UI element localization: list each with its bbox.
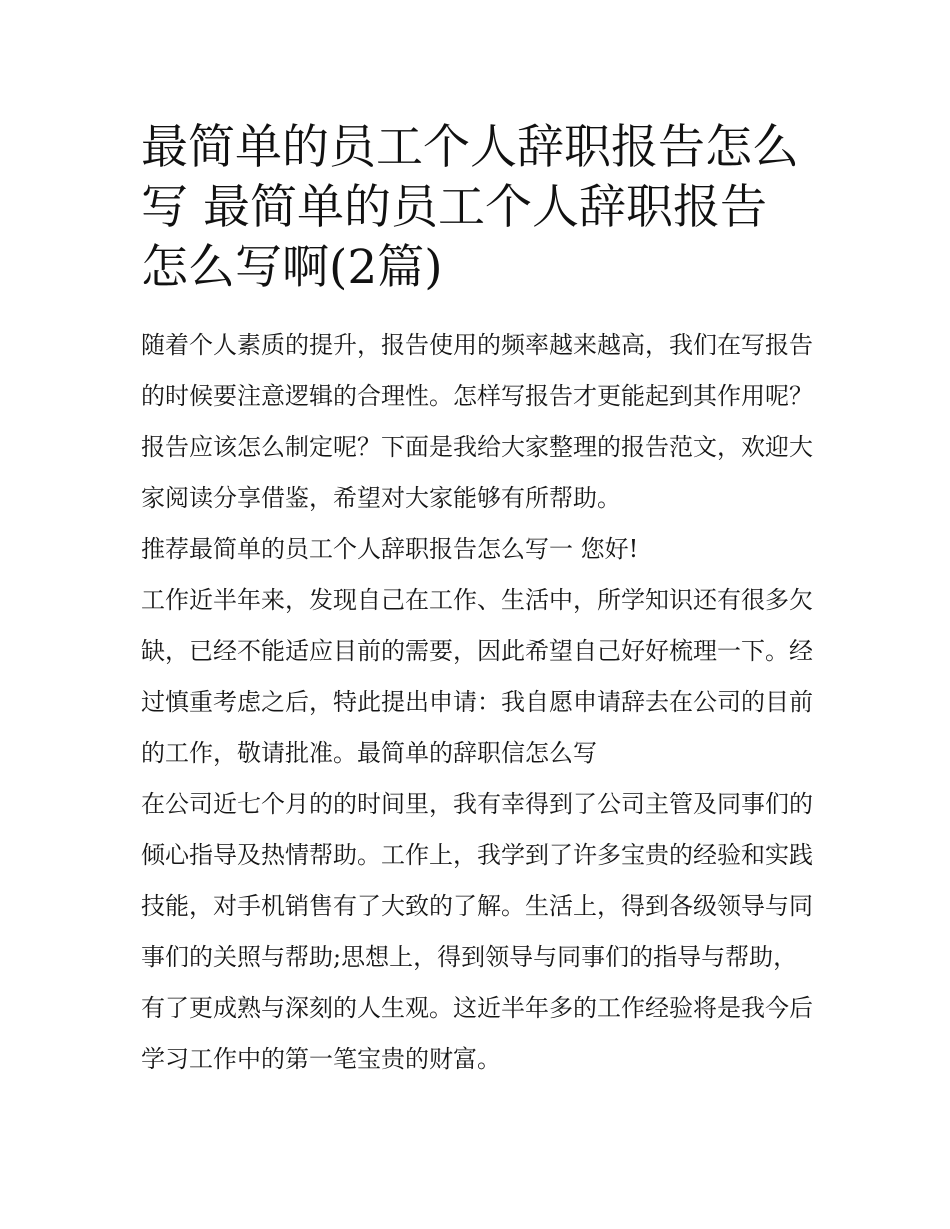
- paragraph-intro: 随着个人素质的提升，报告使用的频率越来越高，我们在写报告的时候要注意逻辑的合理性。怎样写报告才更能起到其作用呢？报告应该怎么制定呢？下面是我给大家整理的报告范文，欢迎大家阅读分享借鉴，希望对大家能够有所帮助。: [141, 331, 813, 512]
- paragraph-greeting: 推荐最简单的员工个人辞职报告怎么写一 您好!: [141, 535, 639, 563]
- paragraph-gratitude: 在公司近七个月的的时间里，我有幸得到了公司主管及同事们的倾心指导及热情帮助。工作上，我学到了许多宝贵的经验和实践技能，对手机销售有了大致的了解。生活上，得到各级领导与同事们的关照与帮助;思想上，得到领导与同事们的指导与帮助，有了更成熟与深刻的人生观。这近半年多的工作经验将是我今后学习工作中的第一笔宝贵的财富。: [141, 790, 813, 1073]
- document-body: [141, 320, 813, 1085]
- paragraph-resignation-request: 工作近半年来，发现自己在工作、生活中，所学知识还有很多欠缺，已经不能适应目前的需要，因此希望自己好好梳理一下。经过慎重考虑之后，特此提出申请：我自愿申请辞去在公司的目前的工作，敬请批准。最简单的辞职信怎么写: [141, 586, 813, 767]
- document-title: 最简单的员工个人辞职报告怎么写 最简单的员工个人辞职报告怎么写啊(2篇): [141, 120, 799, 295]
- document-page: [141, 118, 813, 1085]
